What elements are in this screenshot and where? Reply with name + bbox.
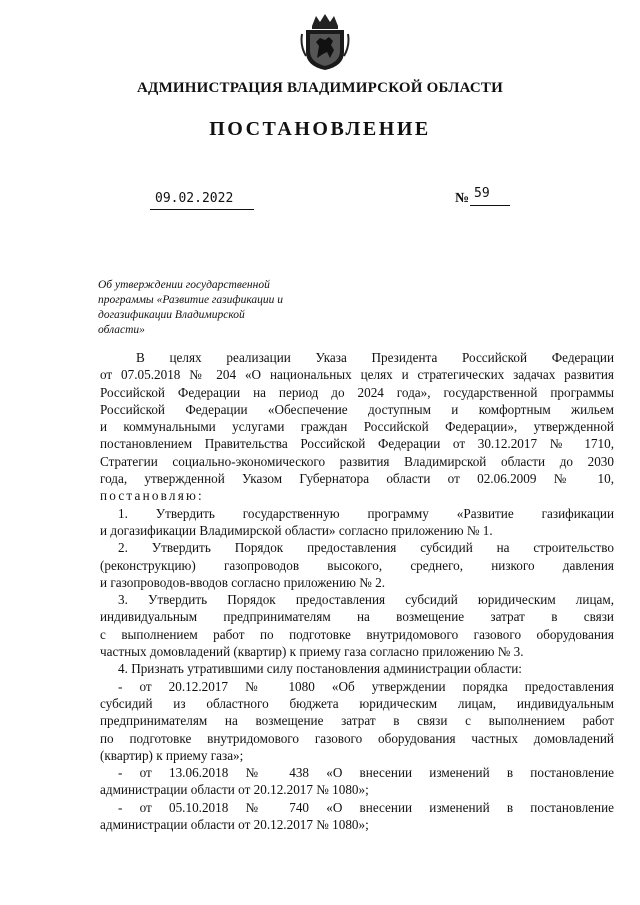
subject-line: догазификации Владимирской xyxy=(98,309,245,321)
subitem-2-line: администрации области от 20.12.2017 № 1080»; xyxy=(100,782,369,798)
organization-title: АДМИНИСТРАЦИЯ ВЛАДИМИРСКОЙ ОБЛАСТИ xyxy=(137,80,503,96)
subitem-1-line: субсидий из областного бюджета юридическим лицам, индивидуальным xyxy=(100,695,614,711)
date-underline xyxy=(150,209,254,210)
item-2-line: и газопроводов-вводов согласно приложению № 2. xyxy=(100,574,386,590)
subject-line: Об утверждении государственной xyxy=(98,279,270,291)
item-3-line: 3. Утвердить Порядок предоставления субсидий юридическим лицам, xyxy=(118,592,614,608)
preamble-line: постановляю: xyxy=(100,488,204,504)
document-subject xyxy=(98,278,358,338)
document-body xyxy=(100,349,614,833)
preamble-line: и коммунальными услугами граждан Российской Федерации», утвержденной xyxy=(100,419,614,435)
item-4-line: 4. Признать утратившими силу постановления администрации области: xyxy=(118,661,522,677)
number-underline xyxy=(470,205,510,206)
subitem-3-line: - от 05.10.2018 № 740 «О внесении изменений в постановление xyxy=(118,799,614,815)
item-2-line: (реконструкцию) газопроводов высокого, среднего, низкого давления xyxy=(100,557,614,573)
number-sign: № xyxy=(455,191,470,206)
preamble-line: года, утвержденной Указом Губернатора области от 02.06.2009 № 10, xyxy=(100,471,614,487)
subitem-2-line: - от 13.06.2018 № 438 «О внесении изменений в постановление xyxy=(118,765,614,781)
subitem-1-line: - от 20.12.2017 № 1080 «Об утверждении порядка предоставления xyxy=(118,678,614,694)
item-3-line: частных домовладений (квартир) к приему газа согласно приложению № 3. xyxy=(100,644,524,660)
preamble-line: В целях реализации Указа Президента Российской Федерации xyxy=(136,350,614,365)
item-2-line: 2. Утвердить Порядок предоставления субсидий на строительство xyxy=(118,540,614,556)
item-1-line: и догазификации Владимирской области» согласно приложению № 1. xyxy=(100,522,493,538)
document-number: 59 xyxy=(474,186,490,201)
document-date: 09.02.2022 xyxy=(155,191,234,206)
subject-line: программы «Развитие газификации и xyxy=(98,294,284,306)
preamble-line: от 07.05.2018 № 204 «О национальных целях и стратегических задачах развития xyxy=(100,367,614,383)
subitem-3-line: администрации области от 20.12.2017 № 1080»; xyxy=(100,817,369,833)
subitem-1-line: по подготовке внутридомового газового оборудования частных домовладений xyxy=(100,730,614,746)
item-1-line: 1. Утвердить государственную программу «Развитие газификации xyxy=(118,505,614,521)
item-3-line: индивидуальным предпринимателям на возмещение затрат в связи xyxy=(100,609,614,625)
item-3-line: с выполнением работ по подготовке внутридомового газового оборудования xyxy=(100,626,614,642)
document-type-title: ПОСТАНОВЛЕНИЕ xyxy=(209,118,431,140)
preamble-line: постановлением Правительства Российской Федерации от 30.12.2017 № 1710, xyxy=(100,436,614,452)
coat-of-arms-emblem xyxy=(300,12,350,72)
subitem-1-line: (квартир) к приему газа»; xyxy=(100,747,244,763)
preamble-line: Российской Федерации «Обеспечение доступным и комфортным жильем xyxy=(100,401,614,417)
subject-line: области» xyxy=(98,324,145,336)
subitem-1-line: предпринимателям на возмещение затрат в связи с выполнением работ xyxy=(100,713,614,729)
preamble-line: Российской Федерации на период до 2024 года», государственной программы xyxy=(100,384,614,400)
preamble-line: Стратегии социально-экономического развития Владимирской области до 2030 xyxy=(100,453,614,469)
